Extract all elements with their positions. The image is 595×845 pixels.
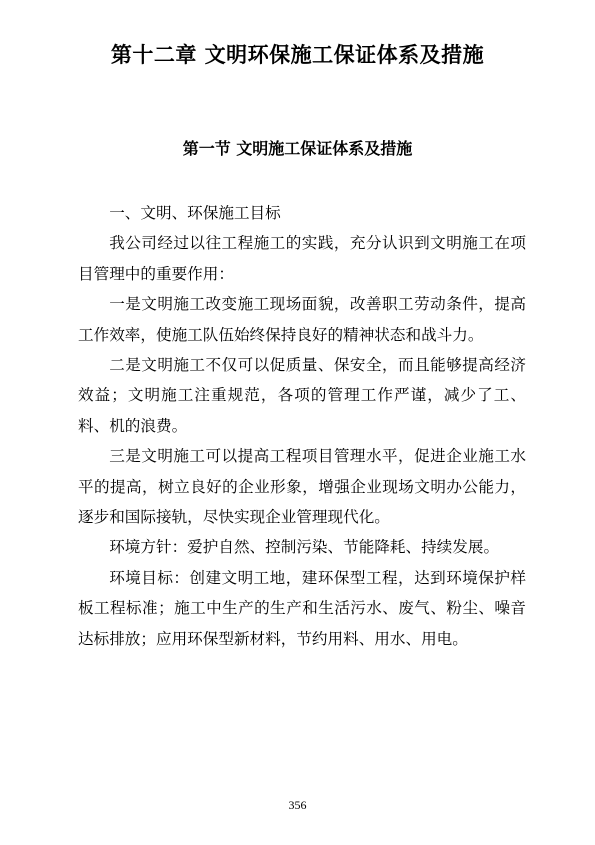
heading-goals: 一、文明、环保施工目标 [109,204,281,222]
paragraph-environment-goal: 环境目标：创建文明工地，建环保型工程，达到环境保护样板工程标准；施工中生产的生产和生活污水、废气、粉尘、噪音达标排放；应用环保型新材料，节约用料、用水、用电。 [78,568,526,648]
page-number: 356 [288,798,307,812]
section-title: 第一节 文明施工保证体系及措施 [182,139,413,158]
paragraph-point-two: 二是文明施工不仅可以促质量、保安全，而且能够提高经济效益；文明施工注重规范，各项的管理工作严谨，减少了工、料、机的浪费。 [78,356,526,435]
paragraph-point-three: 三是文明施工可以提高工程项目管理水平，促进企业施工水平的提高，树立良好的企业形象，增强企业现场文明办公能力，逐步和国际接轨，尽快实现企业管理现代化。 [78,447,526,527]
paragraph-point-one: 一是文明施工改变施工现场面貌，改善职工劳动条件，提高工作效率，使施工队伍始终保持良好的精神状态和战斗力。 [78,295,526,344]
chapter-title: 第十二章 文明环保施工保证体系及措施 [110,43,485,67]
paragraph-intro: 我公司经过以往工程施工的实践，充分认识到文明施工在项目管理中的重要作用： [78,234,526,283]
body-text [78,198,526,654]
paragraph-environment-policy: 环境方针：爱护自然、控制污染、节能降耗、持续发展。 [109,538,500,557]
